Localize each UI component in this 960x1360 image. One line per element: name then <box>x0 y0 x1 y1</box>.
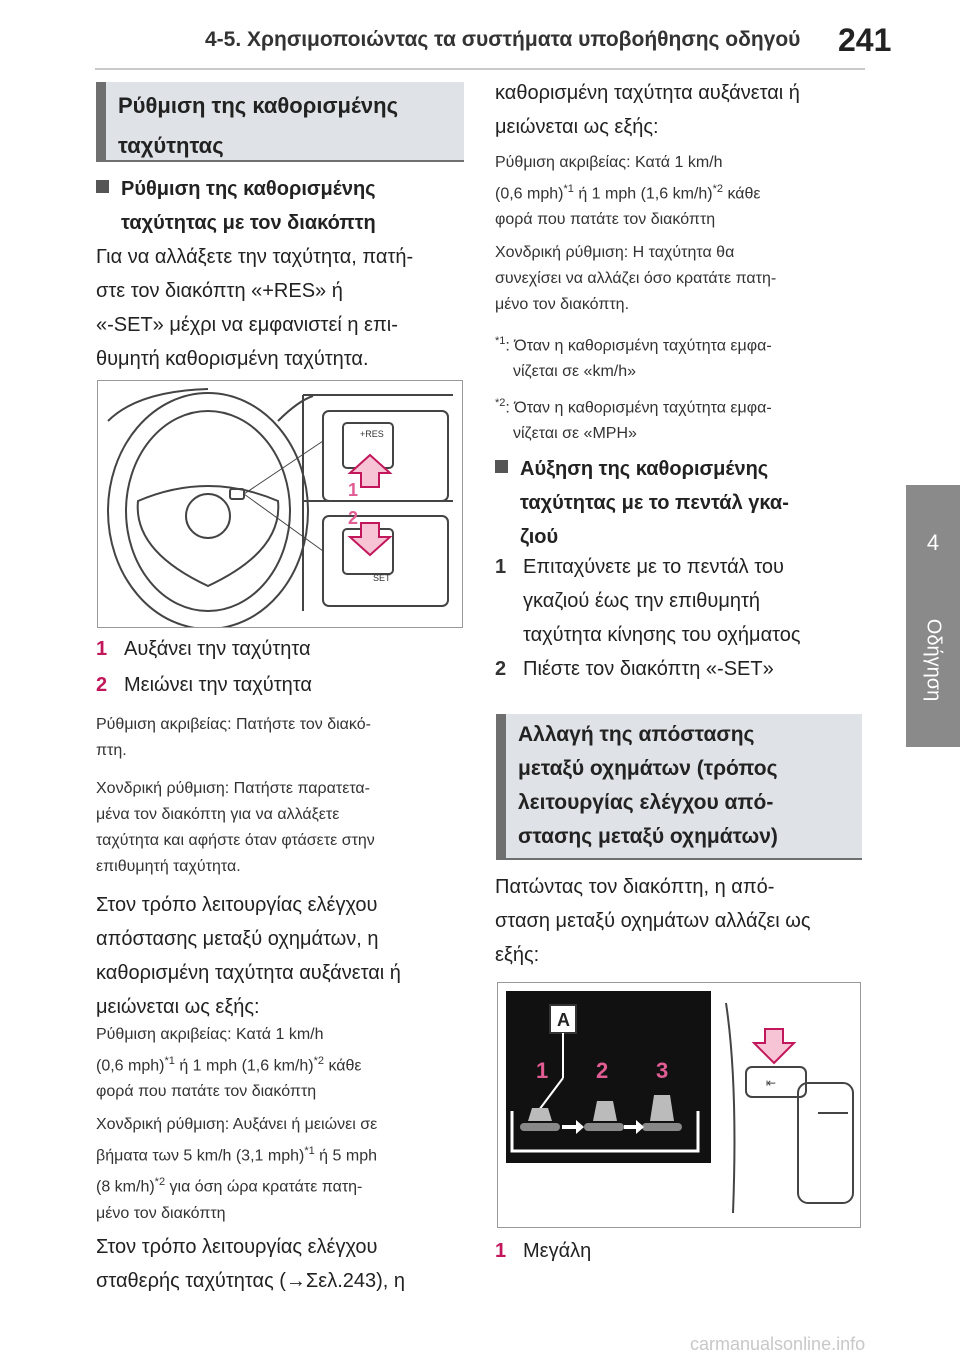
coarse-adjust-note-right <box>495 240 875 318</box>
fine-adjust-note-right <box>495 150 875 233</box>
text-line: ταχύτητα και αφήστε όταν φτάσετε στην <box>96 832 375 849</box>
text-line: Επιταχύνετε με το πεντάλ του <box>523 556 784 578</box>
section-title-line: ταχύτητας <box>118 133 224 158</box>
subheading-switch <box>96 172 476 240</box>
coarse-adjust-distance-note <box>96 1112 476 1227</box>
text-line: καθορισμένη ταχύτητα αυξάνεται ή <box>96 962 401 984</box>
text-line: πτη. <box>96 742 127 759</box>
text-line: Ρύθμιση ακριβείας: Κατά 1 km/h <box>495 154 723 171</box>
item-text: Μειώνει την ταχύτητα <box>124 674 312 696</box>
numbered-item <box>495 1234 875 1268</box>
step-number: 2 <box>495 658 507 680</box>
text-line: φορά που πατάτε τον διακόπτη <box>495 211 716 229</box>
chapter-name-text: Οδήγηση <box>922 618 945 702</box>
text-line: (0,6 mph)$^{*1}$ ή 1 mph (1,6 km/h)$^{*2}$ κάθε <box>96 1055 362 1075</box>
figure-label-a: A <box>557 1010 570 1030</box>
footnote-2 <box>495 390 875 447</box>
section-heading-distance <box>496 714 862 860</box>
subheading-line: ζιού <box>520 526 559 548</box>
figure-label-1: 1 <box>536 1058 549 1083</box>
text-line: φορά που πατάτε τον διακόπτη <box>96 1083 317 1101</box>
text-line: Πατώντας τον διακόπτη, η από- <box>495 876 775 898</box>
fine-adjust-distance-note <box>96 1022 476 1105</box>
distance-switch-icon: ⇤ <box>766 1076 777 1090</box>
item-number: 1 <box>96 638 108 660</box>
text-line: θυμητή καθορισμένη ταχύτητα. <box>96 348 369 370</box>
subheading-line: Αύξηση της καθορισμένης <box>520 458 769 480</box>
text-line: νίζεται σε «km/h» <box>513 363 637 381</box>
text-line: (0,6 mph)$^{*1}$ ή 1 mph (1,6 km/h)$^{*2}$ κάθε <box>495 183 761 203</box>
text-line: εξής: <box>495 944 540 966</box>
figure-label-2: 2 <box>596 1058 609 1083</box>
footnote-1 <box>495 328 875 385</box>
watermark: carmanualsonline.info <box>690 1334 866 1354</box>
text-line: μένο τον διακόπτη. <box>495 296 630 313</box>
square-bullet-icon <box>96 180 109 193</box>
text-line: μένα τον διακόπτη για να αλλάξετε <box>96 806 340 823</box>
text-line: (8 km/h)$^{*2}$ για όση ώρα κρατάτε πατη- <box>96 1176 363 1196</box>
steering-wheel-figure <box>97 380 463 628</box>
text-line: Ρύθμιση ακριβείας: Πατήστε τον διακό- <box>96 716 371 733</box>
text-line: βήματα των 5 km/h (3,1 mph)$^{*1}$ ή 5 mph <box>96 1145 377 1165</box>
text-line: Ρύθμιση ακριβείας: Κατά 1 km/h <box>96 1026 324 1043</box>
distance-paragraph <box>495 870 875 972</box>
text-line: ταχύτητα κίνησης του οχήματος <box>523 624 801 646</box>
figure-label-2: 2 <box>348 508 359 528</box>
text-line: Στον τρόπο λειτουργίας ελέγχου <box>96 1236 378 1258</box>
section-title-line: Αλλαγή της απόστασης <box>518 723 755 746</box>
distance-figure <box>497 982 861 1228</box>
numbered-item <box>96 632 476 666</box>
set-label: SET <box>373 573 391 583</box>
res-label: +RES <box>360 429 384 439</box>
text-line: απόστασης μεταξύ οχημάτων, η <box>96 928 379 950</box>
text-line: επιθυμητή ταχύτητα. <box>96 858 241 875</box>
coarse-adjust-note <box>96 776 476 880</box>
text-line: Χονδρική ρύθμιση: Πατήστε παρατετα- <box>96 780 370 797</box>
intro-paragraph <box>96 240 476 376</box>
text-line: Πιέστε τον διακόπτη «-SET» <box>523 658 774 680</box>
section-title-line: Ρύθμιση της καθορισμένης <box>118 93 399 118</box>
subheading-line: ταχύτητας με τον διακόπτη <box>121 212 376 234</box>
item-text: Αυξάνει την ταχύτητα <box>124 638 311 660</box>
chapter-name <box>906 600 960 720</box>
text-line: σταθερής ταχύτητας (→Σελ.243), η <box>96 1270 406 1292</box>
text-line: «-SET» μέχρι να εμφανιστεί η επι- <box>96 314 398 336</box>
distance-mode-paragraph <box>96 888 476 1024</box>
constant-mode-paragraph <box>96 1230 476 1298</box>
text-line: νίζεται σε «MPH» <box>513 425 637 443</box>
step-2 <box>495 652 875 686</box>
section-title-line: μεταξύ οχημάτων (τρόπος <box>518 757 778 780</box>
text-line: $^{*2}$: Όταν η καθορισμένη ταχύτητα εμφα- <box>495 397 772 417</box>
subheading-line: Ρύθμιση της καθορισμένης <box>121 178 376 200</box>
continued-paragraph <box>495 76 875 144</box>
down-arrow-icon <box>754 1029 794 1063</box>
text-line: Στον τρόπο λειτουργίας ελέγχου <box>96 894 378 916</box>
subheading-line: ταχύτητας με το πεντάλ γκα- <box>520 492 789 514</box>
section-title-line: λειτουργίας ελέγχου από- <box>518 791 774 814</box>
section-title-line: στασης μεταξύ οχημάτων) <box>518 825 778 848</box>
distance-illustration <box>498 983 860 1227</box>
text-line: μένο τον διακόπτη <box>96 1204 226 1222</box>
text-line: συνεχίσει να αλλάζει όσο κρατάτε πατη- <box>495 270 777 287</box>
switch-panel <box>726 1003 853 1213</box>
text-line: $^{*1}$: Όταν η καθορισμένη ταχύτητα εμφα- <box>495 335 772 355</box>
running-header: 4-5. Χρησιμοποιώντας τα συστήματα υποβοήθησης οδηγού <box>205 28 801 51</box>
page-number: 241 <box>838 22 892 58</box>
item-number: 2 <box>96 674 108 696</box>
text-line: Χονδρική ρύθμιση: Αυξάνει ή μειώνει σε <box>96 1116 378 1133</box>
subheading-pedal <box>495 452 875 554</box>
section-heading-set-speed <box>96 82 464 162</box>
item-number: 1 <box>495 1240 507 1262</box>
fine-adjust-note <box>96 712 476 764</box>
square-bullet-icon <box>495 460 508 473</box>
chapter-number: 4 <box>926 530 940 555</box>
text-line: μειώνεται ως εξής: <box>96 996 260 1018</box>
numbered-item <box>96 668 476 702</box>
header-rule <box>95 68 865 70</box>
steering-wheel-illustration <box>98 381 462 627</box>
text-line: καθορισμένη ταχύτητα αυξάνεται ή <box>495 82 800 104</box>
figure-label-3: 3 <box>656 1058 669 1083</box>
text-line: Χονδρική ρύθμιση: Η ταχύτητα θα <box>495 244 735 261</box>
item-text: Μεγάλη <box>523 1240 592 1262</box>
text-line: γκαζιού έως την επιθυμητή <box>523 590 761 612</box>
text-line: μειώνεται ως εξής: <box>495 116 659 138</box>
step-number: 1 <box>495 556 507 578</box>
step-1 <box>495 550 875 652</box>
text-line: στε τον διακόπτη «+RES» ή <box>96 280 343 302</box>
text-line: σταση μεταξύ οχημάτων αλλάζει ως <box>495 910 811 932</box>
text-line: Για να αλλάξετε την ταχύτητα, πατή- <box>96 246 414 268</box>
figure-label-1: 1 <box>348 480 359 500</box>
